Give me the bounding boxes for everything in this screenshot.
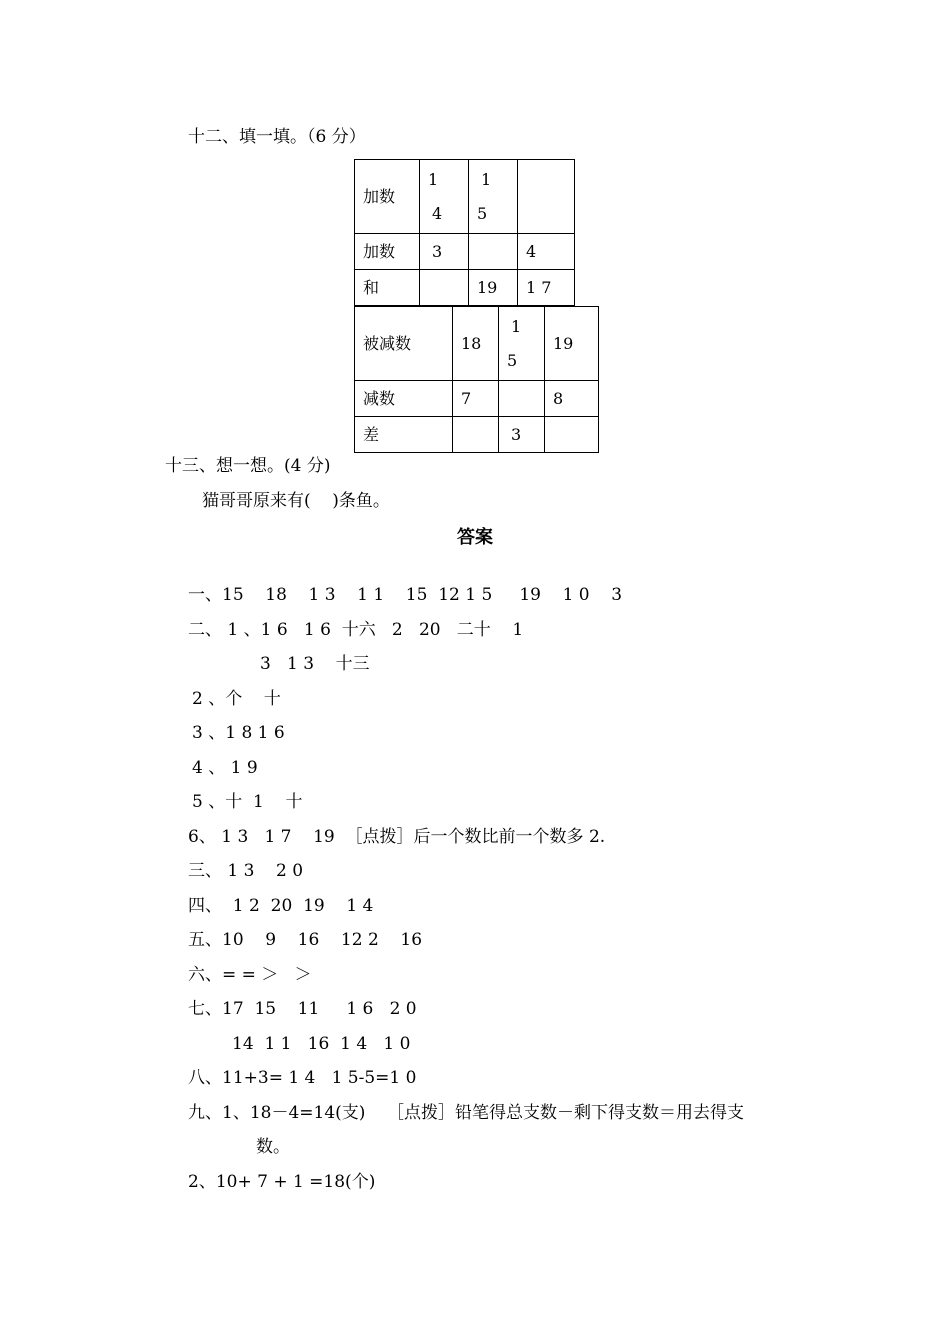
- table-cell: [453, 417, 499, 453]
- addition-table: [354, 159, 575, 306]
- table-cell: 1 5: [499, 307, 545, 381]
- section-13-title: 十三、想一想。(4 分): [165, 456, 331, 476]
- answer-line: 一、15 18 1 3 1 1 15 12 1 5 19 1 0 3: [188, 585, 623, 605]
- answer-line: 14 1 1 16 1 4 1 0: [232, 1034, 411, 1054]
- row-label: 和: [355, 270, 420, 306]
- answer-line: 2、10+ 7 + 1 =18(个): [188, 1172, 376, 1192]
- row-label: 差: [355, 417, 453, 453]
- subtraction-table: [354, 306, 599, 453]
- answer-line: 三、 1 3 2 0: [188, 861, 304, 881]
- answers-title: 答案: [457, 527, 493, 548]
- row-label: 加数: [355, 234, 420, 270]
- table-cell: 19: [545, 307, 599, 381]
- row-label: 被减数: [355, 307, 453, 381]
- table-row: [355, 270, 575, 306]
- answer-line: 五、10 9 16 12 2 16: [188, 930, 423, 950]
- answer-line: 二、 1 、1 6 1 6 十六 2 20 二十 1: [188, 620, 524, 640]
- table-cell: [545, 417, 599, 453]
- answer-line: 数。: [256, 1137, 290, 1157]
- table-cell: [518, 160, 575, 234]
- table-cell: 1 4: [420, 160, 469, 234]
- table-cell: 1 7: [518, 270, 575, 306]
- table-row: [355, 234, 575, 270]
- table-row: [355, 381, 599, 417]
- answer-line: 5 、十 1 十: [192, 792, 303, 812]
- table-cell: 4: [518, 234, 575, 270]
- table-cell: [469, 234, 518, 270]
- table-cell: 3: [420, 234, 469, 270]
- table-cell: 8: [545, 381, 599, 417]
- answer-line: 3 、1 8 1 6: [192, 723, 285, 743]
- table-cell: [420, 270, 469, 306]
- table-cell: 3: [499, 417, 545, 453]
- answer-line: 四、 1 2 20 19 1 4: [188, 896, 374, 916]
- table-cell: 18: [453, 307, 499, 381]
- table-cell: 7: [453, 381, 499, 417]
- table-cell: [499, 381, 545, 417]
- table-cell: 1 5: [469, 160, 518, 234]
- section-12-title: 十二、填一填。（6 分）: [188, 127, 366, 147]
- table-row: [355, 160, 575, 234]
- answer-line: 4 、 1 9: [192, 758, 258, 778]
- answer-line: 八、11+3= 1 4 1 5-5=1 0: [188, 1068, 417, 1088]
- row-label: 减数: [355, 381, 453, 417]
- row-label: 加数: [355, 160, 420, 234]
- answer-line: 6、 1 3 1 7 19 ［点拨］后一个数比前一个数多 2.: [188, 827, 606, 847]
- section-13-question: 猫哥哥原来有( )条鱼。: [202, 491, 390, 511]
- answer-line: 六、= = ＞ ＞: [188, 965, 312, 985]
- answer-line: 九、1、18－4=14(支) ［点拨］铅笔得总支数－剩下得支数＝用去得支: [188, 1103, 745, 1123]
- table-cell: 19: [469, 270, 518, 306]
- table-row: [355, 307, 599, 381]
- answer-line: 3 1 3 十三: [260, 654, 370, 674]
- table-row: [355, 417, 599, 453]
- answer-line: 七、17 15 11 1 6 2 0: [188, 999, 417, 1019]
- answer-line: 2 、个 十: [192, 689, 281, 709]
